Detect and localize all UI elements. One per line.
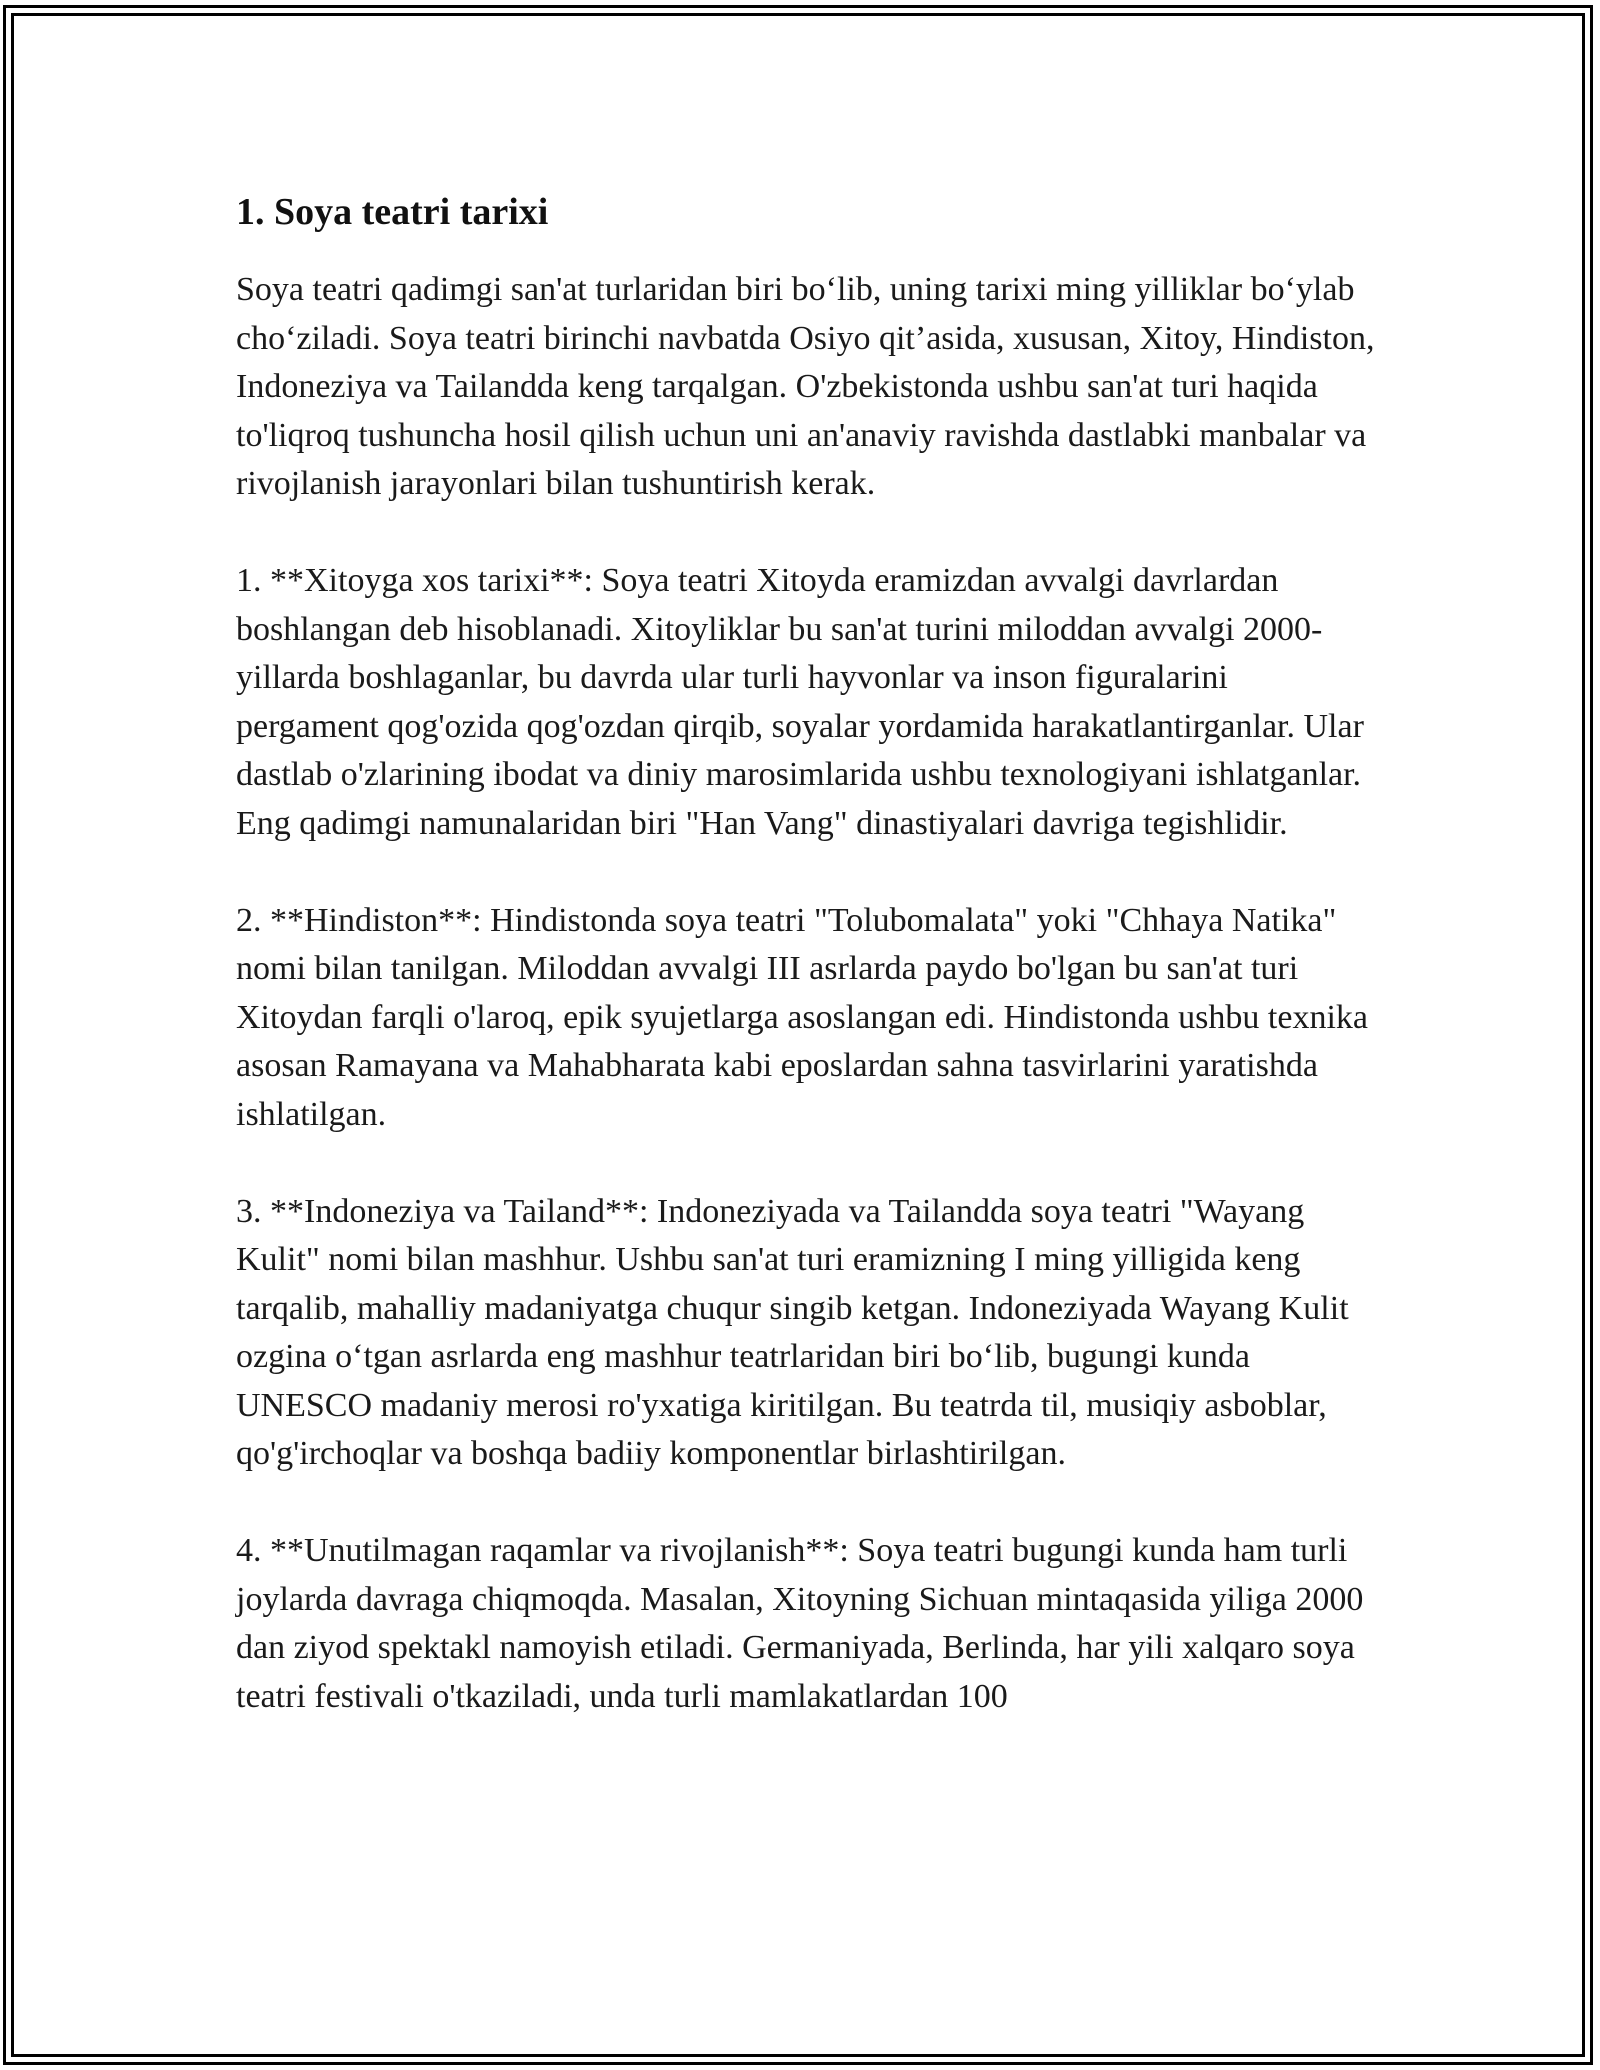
paragraph-development: 4. **Unutilmagan raqamlar va rivojlanish**: Soya teatri bugungi kunda ham turli joylarda davraga chiqmoqda. Masalan, Xitoyning Sichuan mintaqasida yiliga 2000 dan ziyod spektakl namoyish etiladi. Germaniyada, Berlinda, har yili xalqaro soya teatri festivali o'tkaziladi, unda turli mamlakatlardan 100 bbox=[236, 1532, 1364, 1715]
paragraph-india: 2. **Hindiston**: Hindistonda soya teatri "Tolubomalata" yoki "Chhaya Natika" nomi bilan tanilgan. Miloddan avvalgi III asrlarda paydo bo'lgan bu san'at turi Xitoydan farqli o'laroq, epik syujetlarga asoslangan edi. Hindistonda ushbu texnika asosan Ramayana va Mahabharata kabi eposlardan sahna tasvirlarini yaratishda ishlatilgan. bbox=[236, 901, 1368, 1133]
paragraph-china: 1. **Xitoyga xos tarixi**: Soya teatri Xitoyda eramizdan avvalgi davrlardan boshlangan deb hisoblanadi. Xitoyliklar bu san'at turini miloddan avvalgi 2000-yillarda boshlaganlar, bu davrda ular turli hayvonlar va inson figuralarini pergament qog'ozida qog'ozdan qirqib, soyalar yordamida harakatlantirganlar. Ular dastlab o'zlarining ibodat va diniy marosimlarida ushbu texnologiyani ishlatganlar. Eng qadimgi namunalaridan biri "Han Vang" dinastiyalari davriga tegishlidir. bbox=[236, 562, 1364, 842]
section-heading: 1. Soya teatri tarixi bbox=[236, 191, 549, 233]
document-body bbox=[236, 186, 1376, 1721]
paragraph-indonesia-thailand: 3. **Indoneziya va Tailand**: Indoneziyada va Tailandda soya teatri "Wayang Kulit" nomi bilan mashhur. Ushbu san'at turi eramizning I ming yilligida keng tarqalib, mahalliy madaniyatga chuqur singib ketgan. Indoneziyada Wayang Kulit ozgina o‘tgan asrlarda eng mashhur teatrlaridan biri bo‘lib, bugungi kunda UNESCO madaniy merosi ro'yxatiga kiritilgan. Bu teatrda til, musiqiy asboblar, qo'g'irchoqlar va boshqa badiiy komponentlar birlashtirilgan. bbox=[236, 1192, 1349, 1472]
intro-paragraph: Soya teatri qadimgi san'at turlaridan biri bo‘lib, uning tarixi ming yilliklar bo‘ylab cho‘ziladi. Soya teatri birinchi navbatda Osiyo qit’asida, xususan, Xitoy, Hindiston, Indoneziya va Tailandda keng tarqalgan. O'zbekistonda ushbu san'at turi haqida to'liqroq tushuncha hosil qilish uchun uni an'anaviy ravishda dastlabki manbalar va rivojlanish jarayonlari bilan tushuntirish kerak. bbox=[236, 271, 1375, 502]
